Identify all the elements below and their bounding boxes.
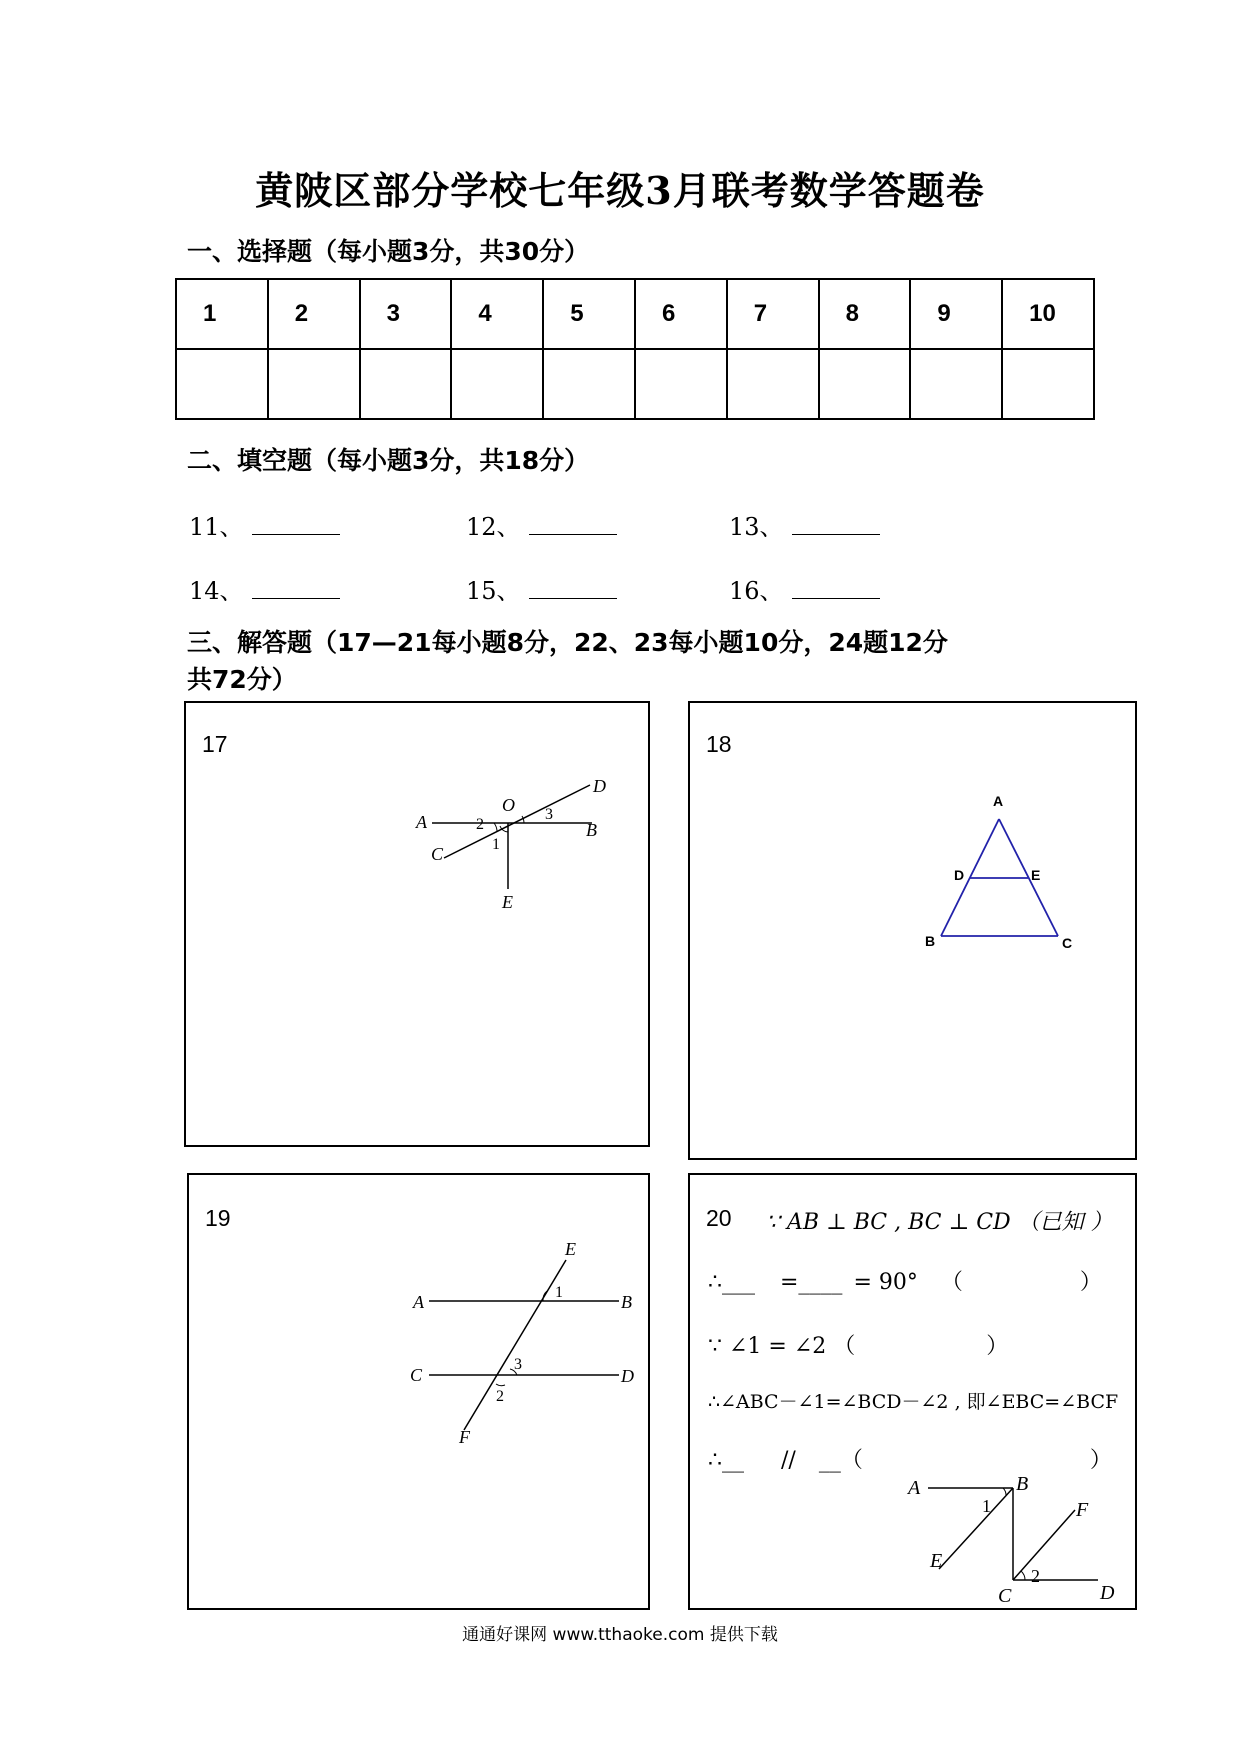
answer-cell[interactable] (451, 349, 543, 419)
answer-cell[interactable] (635, 349, 727, 419)
fill-blank[interactable] (792, 516, 880, 535)
fill-blank[interactable] (529, 516, 617, 535)
answer-cell[interactable] (910, 349, 1002, 419)
answer-cell[interactable] (360, 349, 452, 419)
choice-answer-table (175, 278, 1095, 420)
proof-line-2: ∴___ =____ = 90° （ ） (708, 1270, 1102, 1295)
label-D: D (954, 867, 965, 883)
label-D: D (1100, 1582, 1115, 1604)
angle-2: 2 (496, 1388, 504, 1405)
label-C: C (431, 844, 444, 864)
label-E: E (502, 892, 513, 912)
question-number: 19 (205, 1205, 231, 1231)
answer-cell[interactable] (176, 349, 268, 419)
answer-cell[interactable] (268, 349, 360, 419)
angle-3: 3 (514, 1356, 522, 1373)
question-number-cell: 3 (360, 279, 452, 349)
label-O: O (502, 795, 515, 815)
fill-blank[interactable] (252, 580, 340, 599)
question-number: 20 (706, 1205, 732, 1231)
question-number-cell: 9 (910, 279, 1002, 349)
section-choice-heading: 一、选择题（每小题3分，共30分） (187, 237, 590, 266)
section-answer-heading-cont: 共72分） (187, 665, 297, 694)
question-number-cell: 2 (268, 279, 360, 349)
question-number: 18 (706, 731, 732, 757)
proof-line-3: ∵ ∠1 = ∠2 （ ） (708, 1334, 1009, 1359)
angle-2: 2 (1031, 1566, 1040, 1586)
fill-item: 13、 (729, 507, 880, 542)
figure-18 (690, 703, 1135, 1158)
label-D: D (593, 776, 606, 796)
fill-item: 16、 (729, 571, 880, 606)
figure-17 (186, 703, 648, 1145)
label-E: E (930, 1550, 943, 1572)
question-number: 17 (202, 731, 228, 757)
answer-cell[interactable] (819, 349, 911, 419)
answer-box-17[interactable] (184, 701, 650, 1147)
proof-line-5: ∴__ // __（ ） (708, 1448, 1112, 1473)
figure-19 (189, 1175, 648, 1608)
label-A: A (993, 793, 1004, 809)
answer-cell[interactable] (727, 349, 819, 419)
proof-line-4: ∴∠ABC－∠1=∠BCD－∠2 , 即∠EBC=∠BCF (708, 1391, 1119, 1413)
question-number-cell: 1 (176, 279, 268, 349)
label-F: F (459, 1427, 470, 1447)
question-number-cell: 10 (1002, 279, 1094, 349)
question-number-cell: 8 (819, 279, 911, 349)
proof-line-1: ∵ AB ⊥ BC , BC ⊥ CD （已知 ） (766, 1210, 1113, 1235)
label-D: D (621, 1366, 634, 1386)
label-C: C (1062, 935, 1073, 951)
question-number-cell: 6 (635, 279, 727, 349)
label-B: B (1016, 1473, 1029, 1495)
fill-blank[interactable] (529, 580, 617, 599)
fill-item: 15、 (466, 571, 617, 606)
answer-cell[interactable] (543, 349, 635, 419)
label-E: E (1031, 867, 1041, 883)
label-F: F (1076, 1499, 1089, 1521)
label-A: A (416, 812, 427, 832)
page-title: 黄陂区部分学校七年级3月联考数学答题卷 (255, 168, 985, 213)
question-number-cell: 7 (727, 279, 819, 349)
label-C: C (998, 1585, 1012, 1607)
fill-blank[interactable] (252, 516, 340, 535)
section-fill-heading: 二、填空题（每小题3分，共18分） (187, 446, 590, 475)
label-B: B (586, 820, 597, 840)
angle-3: 3 (545, 806, 553, 823)
label-B: B (621, 1292, 632, 1312)
label-B: B (925, 933, 936, 949)
fill-item: 12、 (466, 507, 617, 542)
fill-item: 14、 (189, 571, 340, 606)
figure-20 (690, 1175, 1135, 1608)
footer-credit: 通通好课网 www.tthaoke.com 提供下载 (462, 1625, 778, 1645)
question-number-cell: 5 (543, 279, 635, 349)
angle-1: 1 (492, 836, 500, 853)
label-A: A (413, 1292, 424, 1312)
table-header-row (176, 279, 1094, 349)
answer-box-19[interactable] (187, 1173, 650, 1610)
label-A: A (908, 1477, 921, 1499)
angle-1: 1 (982, 1496, 991, 1516)
table-answer-row (176, 349, 1094, 419)
fill-blank[interactable] (792, 580, 880, 599)
label-C: C (410, 1365, 423, 1385)
answer-box-18[interactable] (688, 701, 1137, 1160)
question-number-cell: 4 (451, 279, 543, 349)
answer-box-20[interactable] (688, 1173, 1137, 1610)
angle-1: 1 (555, 1284, 563, 1301)
label-E: E (565, 1239, 576, 1259)
fill-item: 11、 (189, 507, 340, 542)
section-answer-heading: 三、解答题（17—21每小题8分，22、23每小题10分，24题12分 (187, 628, 948, 657)
answer-cell[interactable] (1002, 349, 1094, 419)
angle-2: 2 (476, 816, 484, 833)
